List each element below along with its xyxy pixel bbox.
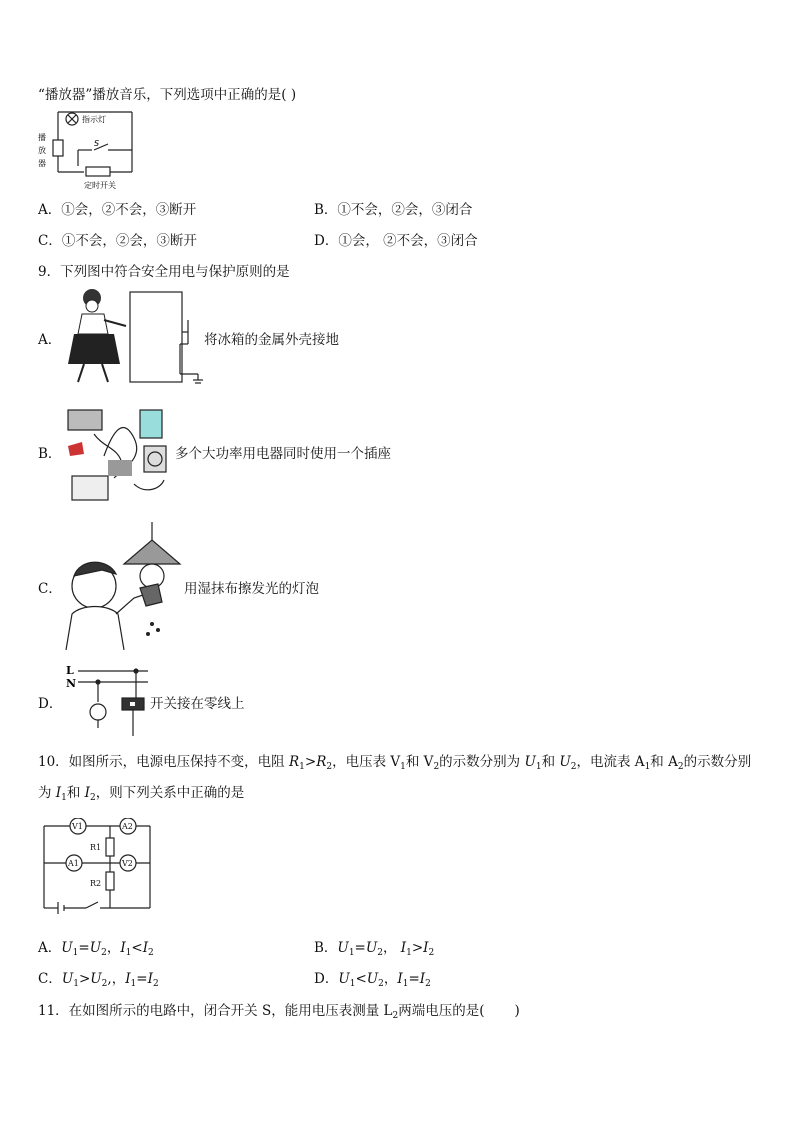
q9-option-d-letter: D．: [38, 696, 63, 712]
q10-r2-label: R2: [90, 879, 102, 888]
q8-player-char-1: 播: [38, 133, 46, 142]
q9-stem: 9．下列图中符合安全用电与保护原则的是: [38, 264, 290, 280]
q8-option-b: B．①不会，②会，③闭合: [314, 202, 473, 218]
q10-a1-label: A1: [68, 859, 79, 868]
q9-option-a-letter: A．: [38, 332, 62, 348]
q9-option-c-caption: 用湿抹布擦发光的灯泡: [184, 581, 319, 597]
q10-option-d: D．$U_1<U_2$，$I_1=I_2$: [314, 971, 431, 989]
q9-b-appliances-illustration: [64, 398, 176, 504]
q8-lamp-label: 指示灯: [82, 115, 106, 124]
q9-a-fridge-illustration: [64, 284, 204, 388]
q10-option-b: B．$U_1=U_2$， $I_1>I_2$: [314, 940, 435, 958]
q8-player-char-3: 器: [38, 159, 46, 168]
q9-d-label-l: L: [66, 664, 74, 677]
q10-v1-label: V1: [72, 822, 83, 831]
q8-stem: “播放器”播放音乐，下列选项中正确的是( ): [38, 87, 297, 103]
q9-d-label-n: N: [66, 677, 77, 690]
q10-r1-label: R1: [90, 843, 102, 852]
q9-option-d-caption: 开关接在零线上: [150, 696, 245, 712]
q9-option-b-letter: B．: [38, 446, 62, 462]
q8-option-c: C．①不会，②会，③断开: [38, 233, 197, 249]
q9-option-b-caption: 多个大功率用电器同时使用一个插座: [175, 446, 391, 462]
q11-stem: 11．在如图所示的电路中，闭合开关 S，能用电压表测量 $L_2$两端电压的是( ): [38, 1003, 520, 1021]
q10-circuit-figure: [38, 818, 158, 918]
q8-timer-label: 定时开关: [84, 181, 116, 190]
q9-option-a-caption: 将冰箱的金属外壳接地: [204, 332, 339, 348]
q9-option-c-letter: C．: [38, 581, 62, 597]
q10-stem-line-2: 为 $I_1$和 $I_2$，则下列关系中正确的是: [38, 785, 245, 803]
q10-a2-label: A2: [122, 822, 133, 831]
q8-option-a: A．①会，②不会，③断开: [38, 202, 197, 218]
q9-c-wet-cloth-bulb-illustration: [62, 518, 184, 650]
q10-option-c: C．$U_1>U_2$,，$I_1=I_2$: [38, 971, 159, 989]
q8-switch-label: S: [94, 139, 100, 148]
q8-player-char-2: 放: [38, 146, 46, 155]
q8-option-d: D．①会， ②不会，③闭合: [314, 233, 478, 249]
q10-v2-label: V2: [122, 859, 133, 868]
q8-circuit-figure: [36, 106, 140, 192]
q10-stem-line-1: 10．如图所示，电源电压保持不变，电阻 $R_1>R_2$，电压表 $V_1$和 $V_2$的示数分别为 $U_1$和 $U_2$，电流表 $A_1$和 $A_2$的示数分别: [38, 754, 752, 772]
q10-option-a: A．$U_1=U_2$，$I_1<I_2$: [38, 940, 154, 958]
q9-d-wiring-illustration: [64, 662, 150, 742]
